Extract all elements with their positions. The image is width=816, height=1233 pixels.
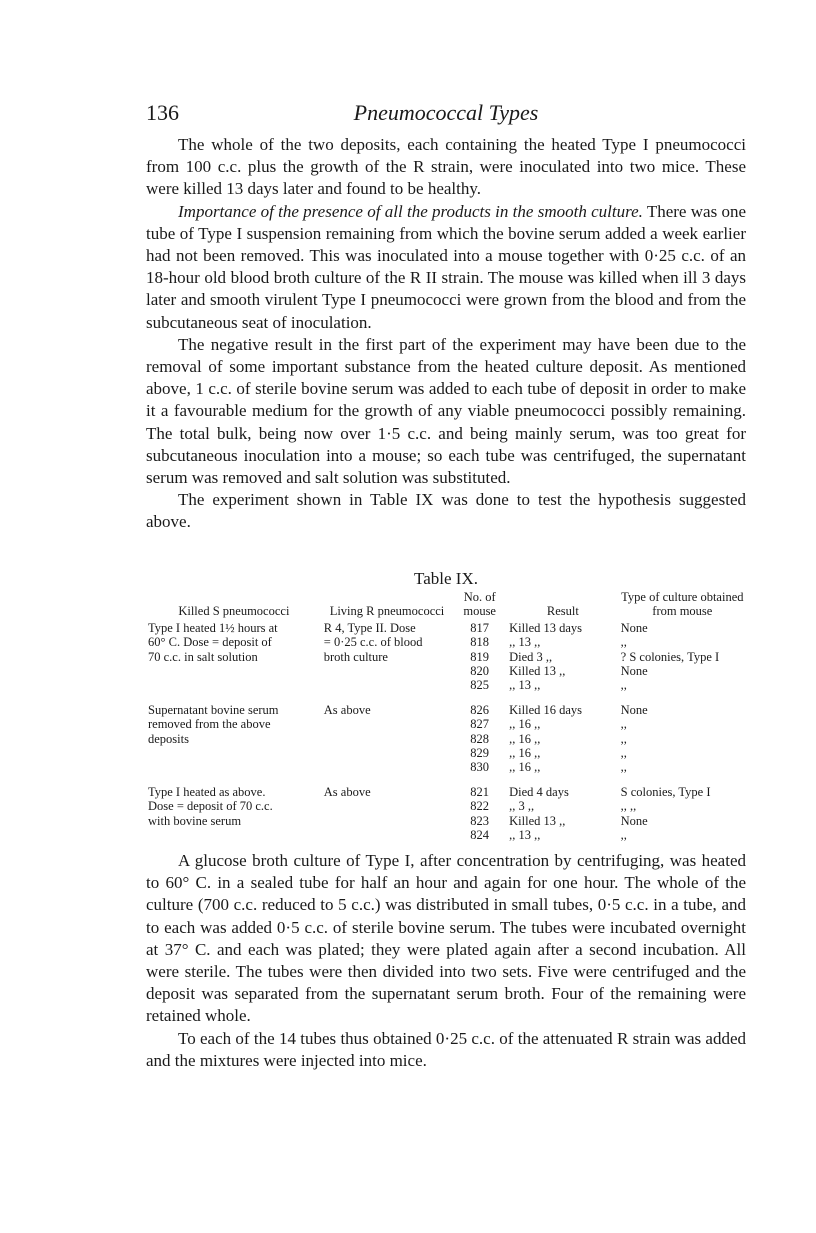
cell-culture: None — [620, 664, 648, 679]
cell-killed — [146, 760, 322, 774]
cell-living — [322, 678, 452, 692]
cell-result: ,, 13 ,, — [509, 828, 541, 843]
cell-culture: ? S colonies, Type I — [620, 649, 720, 664]
cell-result: ,, 16 ,, — [509, 717, 541, 732]
cell-mouse: 827 — [470, 717, 490, 732]
cell-culture: ,, — [620, 717, 627, 732]
cell-mouse: 818 — [470, 635, 490, 650]
cell-mouse: 825 — [470, 678, 490, 693]
cell-killed — [146, 664, 322, 678]
cell-living — [322, 814, 452, 828]
cell-killed: with bovine serum — [148, 813, 242, 828]
table-row — [146, 635, 746, 649]
cell-culture: ,, — [620, 746, 627, 761]
column-header-culture: Type of culture obtained from mouse — [621, 590, 744, 619]
cell-culture: ,, — [620, 828, 627, 843]
cell-mouse: 823 — [470, 813, 490, 828]
table-row — [146, 732, 746, 746]
cell-mouse: 821 — [470, 784, 490, 799]
cell-culture: ,, — [620, 635, 627, 650]
cell-mouse: 830 — [470, 760, 490, 775]
table-row — [146, 621, 746, 635]
body-text-bottom — [146, 850, 746, 1072]
table-row — [146, 760, 746, 774]
cell-killed: 70 c.c. in salt solution — [148, 649, 258, 664]
page-header — [146, 100, 746, 130]
cell-culture: S colonies, Type I — [620, 784, 711, 799]
cell-culture: ,, — [620, 678, 627, 693]
paragraph: To each of the 14 tubes thus obtained 0·25 c.c. of the attenuated R strain was added and the mixtures were injected into mice. — [146, 1028, 746, 1070]
table-row — [146, 775, 746, 799]
cell-result: ,, 13 ,, — [509, 635, 541, 650]
cell-mouse: 819 — [470, 649, 490, 664]
cell-culture: None — [620, 813, 648, 828]
cell-result: ,, 13 ,, — [509, 678, 541, 693]
table-row — [146, 828, 746, 842]
table-body — [146, 621, 746, 843]
cell-mouse: 820 — [470, 664, 490, 679]
column-header-killed: Killed S pneumococci — [178, 604, 290, 619]
cell-killed: Dose = deposit of 70 c.c. — [148, 799, 273, 814]
column-header-result: Result — [546, 604, 579, 619]
cell-killed: deposits — [148, 731, 189, 746]
table-row — [146, 746, 746, 760]
cell-mouse: 817 — [470, 620, 490, 635]
table-row — [146, 650, 746, 664]
cell-mouse: 824 — [470, 828, 490, 843]
cell-living — [322, 664, 452, 678]
cell-culture: ,, — [620, 760, 627, 775]
cell-living: As above — [323, 702, 371, 717]
paragraph: The whole of the two deposits, each containing the heated Type I pneumococci from 100 c.c. plus the growth of the R strain, were inoculated into two mice. These were killed 13 days later and found to be healthy. — [146, 135, 746, 199]
table-title: Table IX. — [414, 569, 478, 588]
cell-culture: None — [620, 702, 648, 717]
cell-culture: None — [620, 620, 648, 635]
cell-living — [322, 746, 452, 760]
column-header-living: Living R pneumococci — [329, 604, 445, 619]
cell-result: Died 3 ,, — [509, 649, 553, 664]
cell-result: ,, 16 ,, — [509, 731, 541, 746]
cell-living: As above — [323, 784, 371, 799]
cell-result: ,, 16 ,, — [509, 760, 541, 775]
cell-culture: ,, ,, — [620, 799, 637, 814]
cell-killed — [146, 828, 322, 842]
paragraph: A glucose broth culture of Type I, after concentration by centrifuging, was heated to 60° C. in a sealed tube for half an hour and again for one hour. The whole of the culture (700 c.c. reduced to 5 c.c.) was distributed in small tubes, 0·5 c.c. in a tube, and to each was added 0·5 c.c. of sterile bovine serum. The tubes were incubated overnight at 37° C. and each was plated; they were plated again after a second incubation. All were sterile. The tubes were then divided into two sets. Five were centrifuged and the deposit was separated from the supernatant serum broth. Four of the remaining were retained whole. — [146, 851, 746, 1026]
table-row — [146, 814, 746, 828]
table-header-row — [146, 590, 746, 621]
cell-result: Killed 13 days — [509, 620, 583, 635]
cell-living: R 4, Type II. Dose — [323, 620, 416, 635]
cell-mouse: 828 — [470, 731, 490, 746]
cell-mouse: 826 — [470, 702, 490, 717]
cell-living — [322, 717, 452, 731]
cell-living: = 0·25 c.c. of blood — [323, 635, 423, 650]
table-row — [146, 664, 746, 678]
cell-culture: ,, — [620, 731, 627, 746]
table-row — [146, 717, 746, 731]
table-row — [146, 693, 746, 717]
column-header-mouse: No. of mouse — [463, 590, 496, 619]
cell-result: Killed 13 ,, — [509, 664, 566, 679]
cell-living — [322, 760, 452, 774]
cell-result: Killed 13 ,, — [509, 813, 566, 828]
cell-living: broth culture — [323, 649, 388, 664]
running-title: Pneumococcal Types — [353, 100, 539, 125]
cell-killed: Supernatant bovine serum — [148, 702, 279, 717]
table-row — [146, 678, 746, 692]
cell-killed: Type I heated as above. — [148, 784, 266, 799]
cell-killed — [146, 678, 322, 692]
body-text-top — [146, 134, 746, 534]
run-in-heading: Importance of the presence of all the products in the smooth culture. — [178, 201, 643, 221]
cell-killed: Type I heated 1½ hours at — [148, 620, 278, 635]
cell-result: Died 4 days — [509, 784, 569, 799]
data-table — [146, 590, 746, 843]
cell-mouse: 822 — [470, 799, 490, 814]
cell-killed — [146, 746, 322, 760]
cell-result: Killed 16 days — [509, 702, 583, 717]
cell-mouse: 829 — [470, 746, 490, 761]
cell-living — [322, 799, 452, 813]
cell-result: ,, 16 ,, — [509, 746, 541, 761]
cell-killed: removed from the above — [148, 717, 271, 732]
page-number: 136 — [146, 100, 179, 125]
table-row — [146, 799, 746, 813]
cell-living — [322, 828, 452, 842]
paragraph: Importance of the presence of all the products in the smooth culture. There was one tube of Type I suspension remaining from which the bovine serum added a week earlier had not been removed. This was inoculated into a mouse together with 0·25 c.c. of an 18-hour old blood broth culture of the R II strain. The mouse was killed when ill 3 days later and smooth virulent Type I pneumococci were grown from the blood and from the subcutaneous seat of inoculation. — [146, 201, 747, 332]
cell-result: ,, 3 ,, — [509, 799, 535, 814]
paragraph: The experiment shown in Table IX was done to test the hypothesis suggested above. — [146, 490, 746, 532]
cell-killed: 60° C. Dose = deposit of — [148, 635, 272, 650]
cell-living — [322, 732, 452, 746]
paragraph: The negative result in the first part of the experiment may have been due to the removal of some important substance from the heated culture deposit. As mentioned above, 1 c.c. of sterile bovine serum was added to each tube of deposit in order to make it a favourable medium for the growth of any viable pneumococci possibly remaining. The total bulk, being now over 1·5 c.c. and being mainly serum, was too great for subcutaneous inoculation into a mouse; so each tube was centrifuged, the supernatant serum was removed and salt solution was substituted. — [146, 334, 746, 488]
